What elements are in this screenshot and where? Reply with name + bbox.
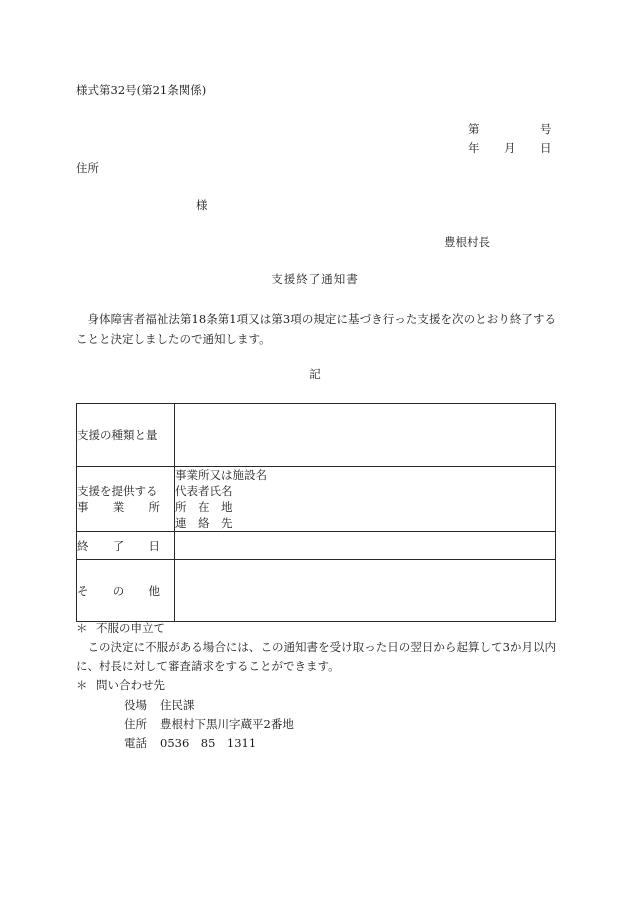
end-date-label-char: 終 xyxy=(77,538,89,553)
provider-label-line1: 支援を提供する xyxy=(77,484,158,498)
inquiry-heading xyxy=(76,676,556,695)
provider-values xyxy=(175,467,556,532)
other-label-char: の xyxy=(112,583,125,598)
contact-phone-key: 電話 xyxy=(124,736,147,750)
support-type-value xyxy=(175,404,556,467)
support-info-table xyxy=(76,403,556,622)
other-label-char: 他 xyxy=(148,583,160,598)
contact-address-value: 豊根村下黒川字蔵平2番地 xyxy=(160,717,294,731)
number-prefix-label: 第 xyxy=(468,122,480,136)
ki-heading: 記 xyxy=(309,367,321,381)
form-number: 様式第32号(第21条関係) xyxy=(76,83,207,97)
notes-section xyxy=(76,619,556,695)
provider-label-char: 事 xyxy=(77,500,89,514)
end-date-value xyxy=(175,532,556,560)
table-row xyxy=(77,532,556,560)
support-type-label-text: 支援の種類と量 xyxy=(77,428,158,442)
inquiry-contact xyxy=(124,696,294,753)
day-label: 日 xyxy=(540,141,552,155)
representative-name-label: 代表者氏名 xyxy=(175,484,233,498)
contact-phone-value: 0536 85 1311 xyxy=(160,736,257,750)
table-row xyxy=(77,560,556,622)
facility-name-label: 事業所又は施設名 xyxy=(175,468,267,482)
provider-label-line2 xyxy=(77,499,160,515)
issuer-name: 豊根村長 xyxy=(444,235,490,249)
location-label: 所 在 地 xyxy=(175,500,233,514)
support-type-label xyxy=(77,404,175,467)
recipient-address-label: 住所 xyxy=(76,161,99,175)
asterisk-marker: ＊ xyxy=(76,678,88,692)
recipient-honorific: 様 xyxy=(196,198,208,212)
other-label-chars xyxy=(77,583,160,599)
contact-label: 連 絡 先 xyxy=(175,516,233,530)
end-date-label-char: 日 xyxy=(148,538,160,553)
other-value xyxy=(175,560,556,622)
month-label: 月 xyxy=(504,141,516,155)
provider-label-char: 所 xyxy=(148,500,160,514)
body-paragraph: 身体障害者福祉法第18条第1項又は第3項の規定に基づき行った支援を次のとおり終了することと決定しましたので通知します。 xyxy=(76,312,556,346)
objection-title: 不服の申立て xyxy=(96,621,165,635)
end-date-label xyxy=(77,532,175,560)
provider-label xyxy=(77,467,175,532)
end-date-label-char: 了 xyxy=(112,538,125,553)
asterisk-marker: ＊ xyxy=(76,621,88,635)
table-row xyxy=(77,467,556,532)
contact-office-row xyxy=(124,696,294,715)
provider-label-char: 業 xyxy=(112,500,125,514)
other-label-char: そ xyxy=(77,583,89,598)
objection-heading xyxy=(76,619,556,638)
other-label xyxy=(77,560,175,622)
table-row xyxy=(77,404,556,467)
contact-office-value: 住民課 xyxy=(160,698,195,712)
objection-text: この決定に不服がある場合には、この通知書を受け取った日の翌日から起算して3か月以内に、村長に対して審査請求をすることができます。 xyxy=(76,640,556,673)
year-label: 年 xyxy=(468,141,480,155)
document-title: 支援終了通知書 xyxy=(271,272,359,286)
inquiry-title: 問い合わせ先 xyxy=(96,678,165,692)
number-suffix-label: 号 xyxy=(540,122,552,136)
contact-address-row xyxy=(124,715,294,734)
end-date-label-chars xyxy=(77,538,160,554)
contact-office-key: 役場 xyxy=(124,698,147,712)
contact-phone-row xyxy=(124,734,294,753)
contact-address-key: 住所 xyxy=(124,717,147,731)
